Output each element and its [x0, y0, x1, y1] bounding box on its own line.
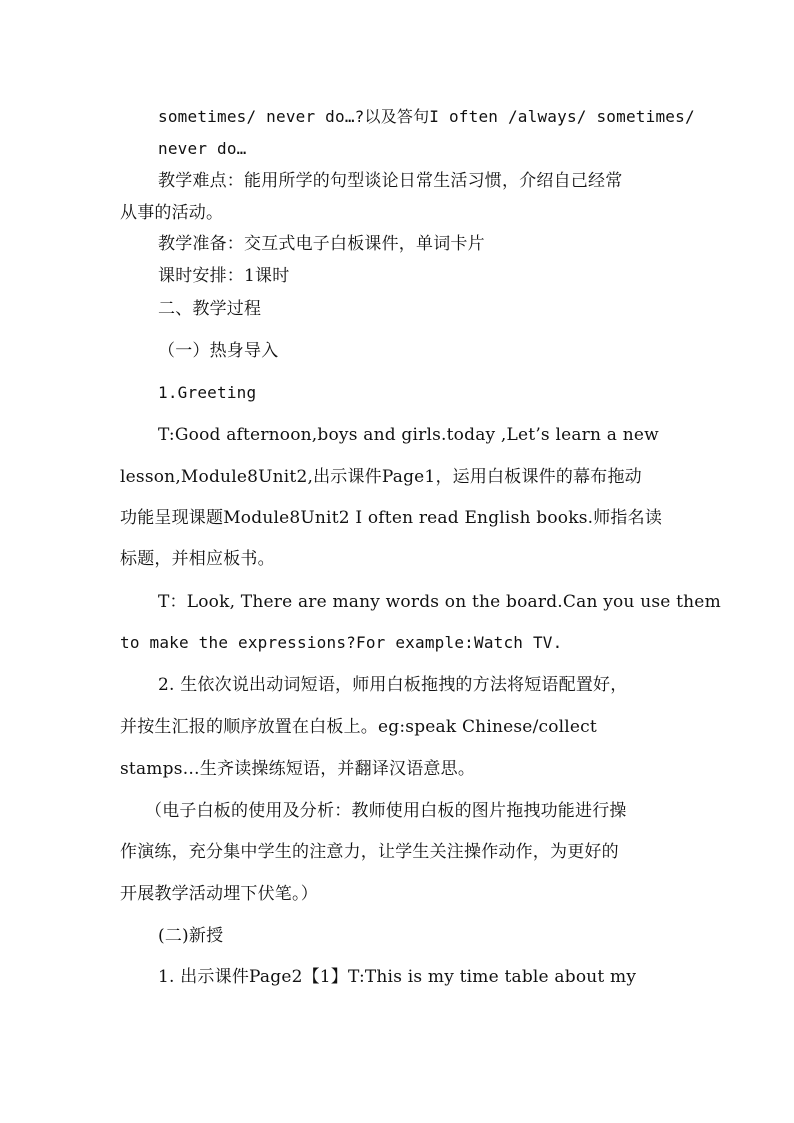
text-line-11: lesson,Module8Unit2,出示课件Page1，运用白板课件的幕布拖动 [120, 467, 642, 487]
text-line-13: 标题，并相应板书。 [120, 549, 275, 569]
text-line-10: T:Good afternoon,boys and girls.today ,Let’s learn a new [158, 425, 659, 445]
section-heading-teaching-process: 二、教学过程 [158, 299, 262, 319]
text-line-5: 教学准备：交互式电子白板课件，单词卡片 [158, 234, 485, 254]
text-line-4: 从事的活动。 [120, 203, 224, 223]
text-line-16: 2. 生依次说出动词短语，师用白板拖拽的方法将短语配置好， [158, 675, 628, 695]
text-line-17: 并按生汇报的顺序放置在白板上。eg:speak Chinese/collect [120, 717, 597, 737]
subsection-heading-new-lesson: (二)新授 [158, 926, 224, 946]
text-line-21: 开展教学活动埋下伏笔。） [120, 884, 318, 904]
text-line-12: 功能呈现课题Module8Unit2 I often read English books.师指名读 [120, 508, 663, 528]
text-line-18: stamps…生齐读操练短语，并翻译汉语意思。 [120, 759, 476, 779]
text-line-greeting: 1.Greeting [158, 383, 257, 402]
text-line-6: 课时安排：1课时 [158, 266, 290, 286]
text-line-2: never do… [158, 139, 247, 158]
text-line-19: （电子白板的使用及分析：教师使用白板的图片拖拽功能进行操 [145, 801, 627, 821]
text-line-3: 教学难点：能用所学的句型谈论日常生活习惯，介绍自己经常 [158, 171, 623, 191]
text-line-14: T：Look, There are many words on the board.Can you use them [158, 592, 721, 612]
subsection-heading-warmup: （一）热身导入 [158, 341, 279, 361]
text-line-1: sometimes/ never do…?以及答句I often /always/ sometimes/ [158, 107, 695, 126]
text-line-23: 1. 出示课件Page2【1】T:This is my time table about my [158, 967, 637, 987]
text-line-15: to make the expressions?For example:Watch TV. [120, 633, 563, 652]
text-line-20: 作演练，充分集中学生的注意力，让学生关注操作动作，为更好的 [120, 842, 619, 862]
